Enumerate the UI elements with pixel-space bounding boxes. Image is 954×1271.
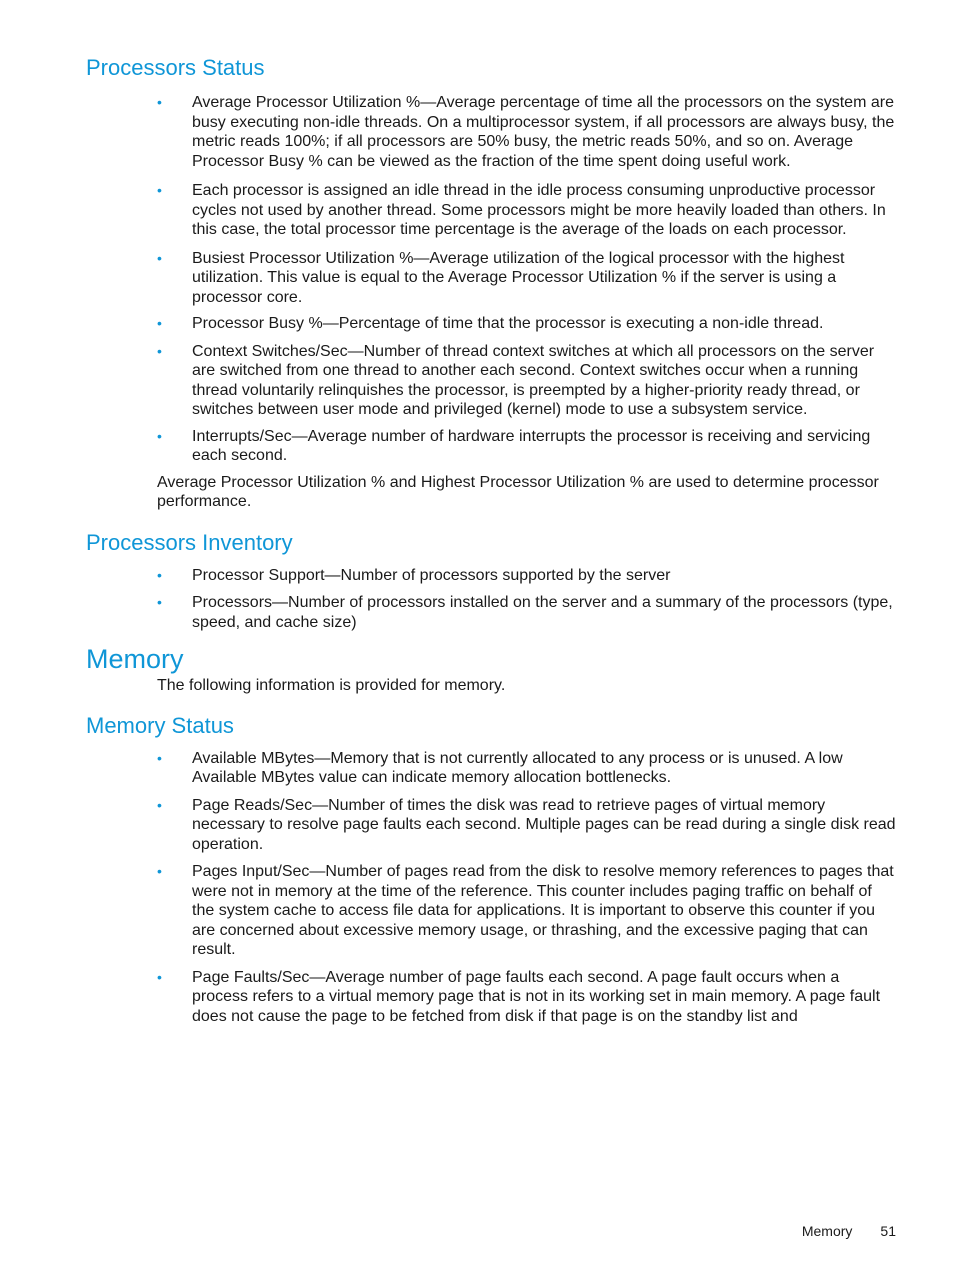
- bullet-icon: •: [157, 315, 162, 331]
- bullet-icon: •: [157, 249, 162, 266]
- bullet-icon: •: [157, 566, 162, 583]
- list-memory-status: [86, 749, 898, 1027]
- list-item: • Available MBytes—Memory that is not currently allocated to any process or is unused. A low Available MBytes value can indicate memory allocation bottlenecks.: [157, 749, 843, 786]
- bullet-icon: •: [157, 94, 162, 110]
- heading-memory-status: Memory Status: [86, 712, 234, 738]
- footer-section-name: Memory: [801, 1223, 853, 1239]
- bullet-icon: •: [157, 749, 162, 766]
- list-processors-inventory: [86, 566, 898, 633]
- bullet-icon: •: [157, 594, 162, 610]
- list-item: • Each processor is assigned an idle thread in the idle process consuming unproductive processor cycles not used by another thread. Some processors might be more heavily loaded than others. In this case, the total processor time percentage is the average of the loads on each processor.: [157, 182, 886, 238]
- heading-processors-status: Processors Status: [86, 55, 265, 80]
- list-item: • Page Faults/Sec—Average number of page faults each second. A page fault occurs when a process refers to a virtual memory page that is not in its working set in main memory. A page fault does not cause the page to be fetched from disk if that page is on the standby list and: [157, 968, 881, 1025]
- list-item: • Processor Support—Number of processors supported by the server: [157, 566, 671, 584]
- page-number: 51: [880, 1223, 896, 1239]
- list-item: • Busiest Processor Utilization %—Average utilization of the logical processor with the highest utilization. This value is equal to the Average Processor Utilization % if the server is using a processor core.: [157, 249, 845, 306]
- list-item: • Processors—Number of processors installed on the server and a summary of the processors (type, speed, and cache size): [157, 594, 893, 631]
- bullet-icon: •: [157, 968, 162, 985]
- list-item: • Interrupts/Sec—Average number of hardware interrupts the processor is receiving and servicing each second.: [157, 427, 871, 464]
- page-content: [86, 54, 898, 1026]
- bullet-icon: •: [157, 342, 162, 359]
- bullet-icon: •: [157, 796, 162, 813]
- list-item: • Processor Busy %—Percentage of time that the processor is executing a non-idle thread.: [157, 315, 824, 332]
- bullet-icon: •: [157, 863, 162, 879]
- heading-memory: Memory: [86, 644, 184, 674]
- memory-intro: The following information is provided for memory.: [157, 677, 506, 694]
- list-item: • Pages Input/Sec—Number of pages read from the disk to resolve memory references to pages that were not in memory at the time of the reference. This counter includes paging traffic on behalf of the system cache to access file data for applications. It is important to observe this counter if you are concerned about excessive memory usage, or thrashing, and the excessive paging that can result.: [157, 863, 894, 958]
- heading-processors-inventory: Processors Inventory: [86, 529, 293, 555]
- page-footer: [802, 1222, 896, 1240]
- bullet-icon: •: [157, 427, 162, 444]
- list-item: • Context Switches/Sec—Number of thread context switches at which all processors on the server are switched from one thread to another each second. Context switches occur when a running thread voluntarily relinquishes the processor, is preempted by a higher-priority ready thread, or switches between user mode and privileged (kernel) mode to use a subsystem service.: [157, 342, 875, 418]
- list-item: • Average Processor Utilization %—Average percentage of time all the processors on the system are busy executing non-idle threads. On a multiprocessor system, if all processors are always busy, the metric reads 100%; if all processors are 50% busy, the metric reads 50%, and so on. Average Processor Busy % can be viewed as the fraction of the time spent doing useful work.: [157, 94, 895, 170]
- processors-status-note: Average Processor Utilization % and Highest Processor Utilization % are used to determine processor performance.: [157, 473, 879, 510]
- list-processors-status: [86, 93, 898, 466]
- bullet-icon: •: [157, 182, 162, 198]
- list-item: • Page Reads/Sec—Number of times the disk was read to retrieve pages of virtual memory necessary to resolve page faults each second. Multiple pages can be read during a single disk read operation.: [157, 796, 896, 853]
